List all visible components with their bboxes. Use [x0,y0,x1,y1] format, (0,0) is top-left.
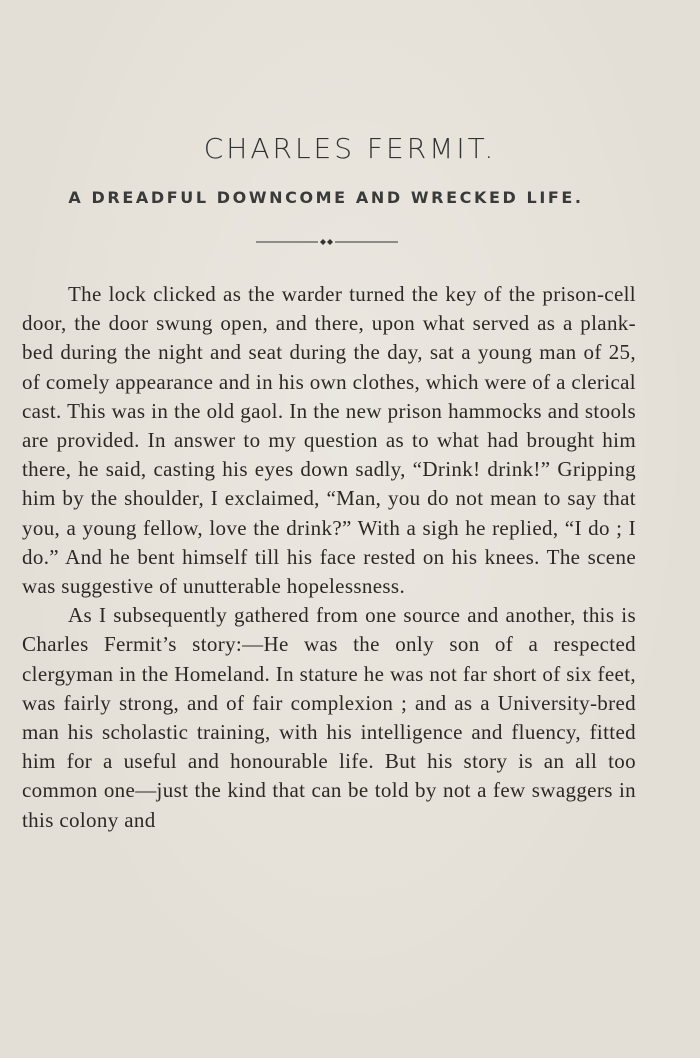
body-text [22,280,636,835]
chapter-subtitle: A DREADFUL DOWNCOME AND WRECKED LIFE. [68,188,584,207]
paragraph-1: The lock clicked as the warder turned the key of the prison-cell door, the door swung open, and there, upon what served as a plank-bed during the night and seat during the day, sat a young man of 25, of comely appearance and in his own clothes, which were of a clerical cast. This was in the old gaol. In the new prison hammocks and stools are provided. In answer to my question as to what had brought him there, he said, casting his eyes down sadly, “Drink! drink!” Gripping him by the shoulder, I exclaimed, “Man, you do not mean to say that you, a young fellow, love the drink?” With a sigh he replied, “I do ; I do.” And he bent himself till his face rested on his knees. The scene was suggestive of unutterable hopelessness. [22,282,636,599]
chapter-title: CHARLES FERMIT. [203,132,497,165]
divider-ornament-icon [256,235,398,249]
paragraph-2: As I subsequently gathered from one source and another, this is Charles Fermit’s story:—He was the only son of a respected clergyman in the Homeland. In stature he was not far short of six feet, was fairly strong, and of fair complexion ; and as a University-bred man his scholastic training, with his intelligence and fluency, fitted him for a useful and honourable life. But his story is an all too common one—just the kind that can be told by not a few swaggers in this colony and [22,603,636,832]
